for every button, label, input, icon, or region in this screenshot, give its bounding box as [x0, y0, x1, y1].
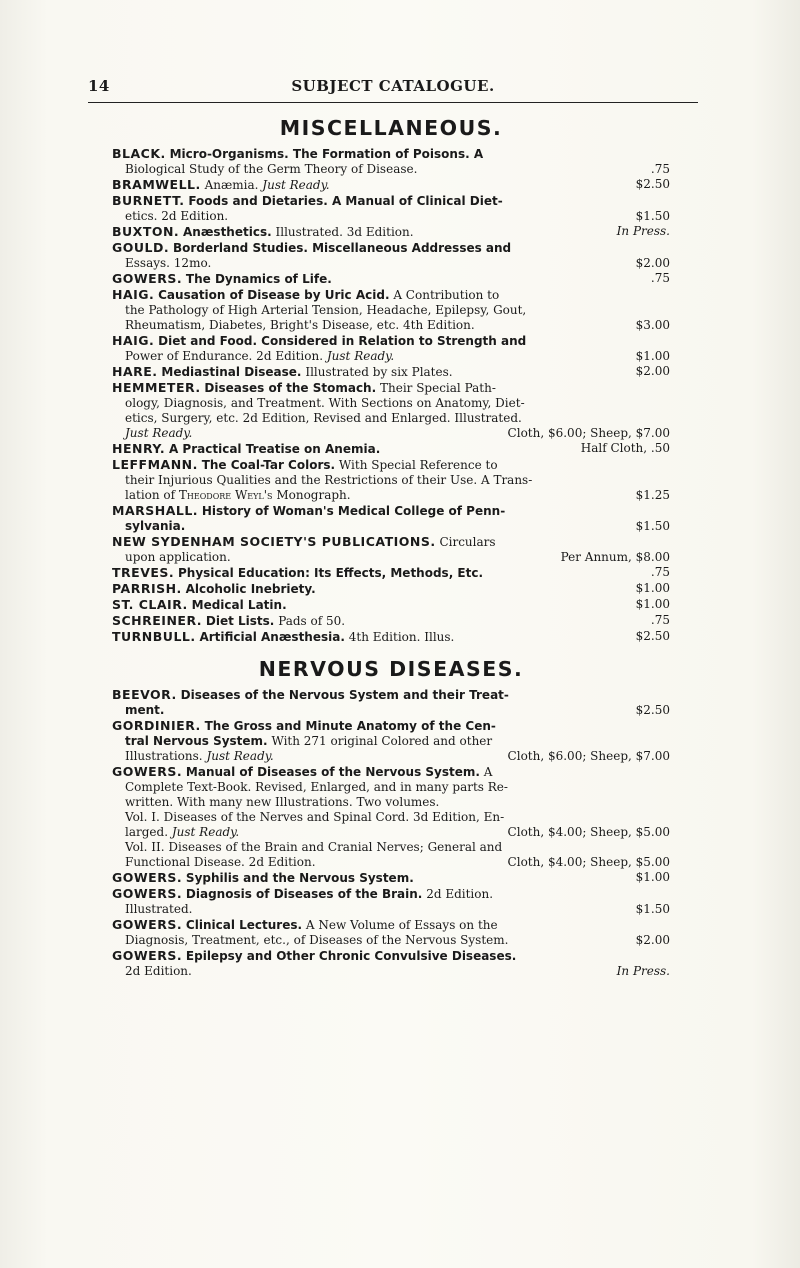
catalogue-entry: [112, 364, 670, 380]
entry-title: Mediastinal Disease.: [161, 365, 302, 379]
catalogue-entry: [112, 333, 670, 364]
catalogue-entry: [112, 271, 670, 287]
entry-status: Just Ready.: [125, 426, 193, 440]
entry-price: $2.50: [635, 177, 670, 191]
entry-author: BLACK.: [112, 146, 166, 161]
catalogue-entry: [112, 534, 670, 565]
catalogue-entry: [112, 193, 670, 224]
entry-author: HAIG.: [112, 287, 155, 302]
entry-title: sylvania.: [125, 519, 186, 533]
entry-price: .75: [650, 271, 670, 285]
entry-price: $2.00: [635, 933, 670, 947]
entry-description: Complete Text-Book. Revised, Enlarged, and in many parts Re-: [125, 780, 508, 794]
entry-author: BRAMWELL.: [112, 177, 201, 192]
catalogue-entry: [112, 718, 670, 764]
entry-title: The Dynamics of Life.: [185, 272, 332, 286]
catalogue-entry: [112, 457, 670, 503]
entry-price: $2.00: [635, 256, 670, 270]
entry-price: $1.50: [635, 902, 670, 916]
entry-description: 2d Edition.: [426, 887, 494, 901]
entry-description: Essays. 12mo.: [125, 256, 212, 270]
catalogue-entry: [112, 870, 670, 886]
entry-title: Diet and Food. Considered in Relation to Strength and: [158, 334, 527, 348]
entry-translator: Theodore Weyl's: [178, 488, 273, 502]
entry-author: HENRY.: [112, 441, 166, 456]
entry-description: Rheumatism, Diabetes, Bright's Disease, etc. 4th Edition.: [125, 318, 475, 332]
catalogue-content: [112, 114, 670, 979]
catalogue-entry: [112, 380, 670, 441]
volume-description: Functional Disease. 2d Edition.: [125, 855, 316, 869]
section-heading-nervous-diseases: NERVOUS DISEASES.: [258, 657, 524, 681]
entry-author: HAIG.: [112, 333, 155, 348]
catalogue-entry: [112, 581, 670, 597]
entry-title: The Coal-Tar Colors.: [201, 458, 336, 472]
entry-title: A Practical Treatise on Anemia.: [168, 442, 381, 456]
entry-price: $1.50: [635, 519, 670, 533]
entry-price: .75: [650, 162, 670, 176]
entry-description: 4th Edition. Illus.: [348, 630, 455, 644]
page-header: [88, 72, 698, 103]
entry-description: A New Volume of Essays on the: [305, 918, 498, 932]
catalogue-entry: [112, 764, 670, 870]
entry-title: Borderland Studies. Miscellaneous Addresses and: [172, 241, 512, 255]
entry-description: Diagnosis, Treatment, etc., of Diseases of the Nervous System.: [125, 933, 509, 947]
catalogue-entry: [112, 917, 670, 948]
entry-price: $3.00: [635, 318, 670, 332]
entry-description: With 271 original Colored and other: [271, 734, 493, 748]
entry-title: Alcoholic Inebriety.: [185, 582, 316, 596]
catalogue-entry: [112, 503, 670, 534]
entry-price: Cloth, $6.00; Sheep, $7.00: [507, 749, 670, 763]
entry-author: BURNETT.: [112, 193, 185, 208]
entry-author: HEMMETER.: [112, 380, 201, 395]
entry-title: Artificial Anæsthesia.: [199, 630, 345, 644]
entry-title: Medical Latin.: [191, 598, 287, 612]
entry-author: GORDINIER.: [112, 718, 201, 733]
section-heading-miscellaneous: MISCELLANEOUS.: [279, 116, 503, 140]
catalogue-entry: [112, 224, 670, 240]
entry-author: BUXTON.: [112, 224, 180, 239]
entry-title: Diseases of the Nervous System and their Treat-: [180, 688, 509, 702]
entry-title: Diseases of the Stomach.: [204, 381, 377, 395]
entry-description: Biological Study of the Germ Theory of Disease.: [125, 162, 418, 176]
entry-title: The Gross and Minute Anatomy of the Cen-: [204, 719, 496, 733]
entry-description: A Contribution to: [393, 288, 500, 302]
entry-title: tral Nervous System.: [125, 734, 268, 748]
entry-title: Causation of Disease by Uric Acid.: [158, 288, 390, 302]
entry-description: etics, Surgery, etc. 2d Edition, Revised and Enlarged. Illustrated.: [125, 411, 522, 425]
entry-author: TREVES.: [112, 565, 175, 580]
entry-price: Cloth, $6.00; Sheep, $7.00: [507, 426, 670, 440]
entry-title: Epilepsy and Other Chronic Convulsive Diseases.: [185, 949, 517, 963]
catalogue-entry: [112, 240, 670, 271]
entry-author: LEFFMANN.: [112, 457, 198, 472]
entry-title: Anæmia.: [204, 178, 259, 192]
entry-status: In Press.: [616, 224, 670, 238]
entry-status: Just Ready.: [262, 178, 330, 192]
entry-description: upon application.: [125, 550, 231, 564]
entry-price: .75: [650, 565, 670, 579]
catalogue-entry: [112, 948, 670, 979]
entry-author: MARSHALL.: [112, 503, 199, 518]
entry-author: PARRISH.: [112, 581, 182, 596]
entry-title: Micro-Organisms. The Formation of Poisons. A: [169, 147, 484, 161]
entry-author: GOWERS.: [112, 948, 183, 963]
entry-description: Illustrated. 3d Edition.: [275, 225, 414, 239]
catalogue-entry: [112, 597, 670, 613]
entry-author: GOWERS.: [112, 917, 183, 932]
entry-description: Monograph.: [276, 488, 351, 502]
entry-title: Diet Lists.: [205, 614, 275, 628]
catalogue-entry: [112, 613, 670, 629]
catalogue-entry: [112, 441, 670, 457]
entry-status: Just Ready.: [171, 825, 240, 839]
entry-author: ST. CLAIR.: [112, 597, 188, 612]
running-title: SUBJECT CATALOGUE.: [291, 77, 495, 95]
entry-status: In Press.: [616, 964, 670, 978]
catalogue-entry: [112, 629, 670, 645]
entry-description: Illustrated by six Plates.: [305, 365, 453, 379]
entry-description: Their Special Path-: [379, 381, 496, 395]
entry-title: Clinical Lectures.: [185, 918, 303, 932]
entry-price: Per Annum, $8.00: [560, 550, 670, 564]
entry-title: ment.: [125, 703, 165, 717]
entry-author: BEEVOR.: [112, 687, 177, 702]
entry-description: etics. 2d Edition.: [125, 209, 229, 223]
entry-description: the Pathology of High Arterial Tension, Headache, Epilepsy, Gout,: [125, 303, 527, 317]
entry-price: Half Cloth, .50: [580, 441, 670, 455]
entry-price: $1.00: [635, 597, 670, 611]
entry-title: Foods and Dietaries. A Manual of Clinical Diet-: [188, 194, 503, 208]
entry-status: Just Ready.: [326, 349, 395, 363]
entry-price: $1.00: [635, 870, 670, 884]
entry-description: Circulars: [439, 535, 496, 549]
catalogue-entry: [112, 565, 670, 581]
entry-author: NEW SYDENHAM SOCIETY'S PUBLICATIONS.: [112, 534, 436, 549]
entry-title: Anæsthetics.: [183, 225, 272, 239]
page-number: 14: [88, 77, 110, 95]
entry-description: Pads of 50.: [278, 614, 346, 628]
volume-description: Vol. II. Diseases of the Brain and Cranial Nerves; General and: [125, 840, 503, 854]
entry-author: GOWERS.: [112, 764, 183, 779]
entry-price: $2.00: [635, 364, 670, 378]
entry-author: GOWERS.: [112, 870, 183, 885]
volume-description: Vol. I. Diseases of the Nerves and Spinal Cord. 3d Edition, En-: [125, 810, 505, 824]
entry-description: Illustrations.: [125, 749, 203, 763]
entry-description: ology, Diagnosis, and Treatment. With Sections on Anatomy, Diet-: [125, 396, 525, 410]
entry-description: written. With many new Illustrations. Two volumes.: [125, 795, 440, 809]
entry-price: $1.50: [635, 209, 670, 223]
entry-description: lation of: [125, 488, 176, 502]
entry-description: A: [483, 765, 493, 779]
volume-description: larged.: [125, 825, 169, 839]
entry-price: .75: [650, 613, 670, 627]
entry-title: Syphilis and the Nervous System.: [185, 871, 414, 885]
entry-price: $2.50: [635, 703, 670, 717]
catalogue-entry: [112, 177, 670, 193]
entry-price: Cloth, $4.00; Sheep, $5.00: [507, 825, 670, 839]
catalogue-entry: [112, 146, 670, 177]
catalogue-entry: [112, 886, 670, 917]
entry-price: $1.00: [635, 581, 670, 595]
entry-price: $1.25: [635, 488, 670, 502]
entry-status: Just Ready.: [206, 749, 274, 763]
catalogue-entry: [112, 687, 670, 718]
entry-author: HARE.: [112, 364, 158, 379]
entry-description: Illustrated.: [125, 902, 193, 916]
entry-author: GOWERS.: [112, 271, 183, 286]
entry-description: Power of Endurance. 2d Edition.: [125, 349, 324, 363]
entry-price: $2.50: [635, 629, 670, 643]
entry-price: $1.00: [635, 349, 670, 363]
entry-author: GOULD.: [112, 240, 170, 255]
entry-description: With Special Reference to: [338, 458, 498, 472]
entry-title: History of Woman's Medical College of Penn-: [201, 504, 506, 518]
entry-price: Cloth, $4.00; Sheep, $5.00: [507, 855, 670, 869]
entry-description: their Injurious Qualities and the Restrictions of their Use. A Trans-: [125, 473, 533, 487]
entry-title: Diagnosis of Diseases of the Brain.: [185, 887, 423, 901]
entry-author: GOWERS.: [112, 886, 183, 901]
catalogue-entry: [112, 287, 670, 333]
entry-title: Manual of Diseases of the Nervous System.: [185, 765, 480, 779]
entry-author: TURNBULL.: [112, 629, 196, 644]
entry-description: 2d Edition.: [125, 964, 192, 978]
entry-author: SCHREINER.: [112, 613, 203, 628]
entry-title: Physical Education: Its Effects, Methods, Etc.: [177, 566, 484, 580]
